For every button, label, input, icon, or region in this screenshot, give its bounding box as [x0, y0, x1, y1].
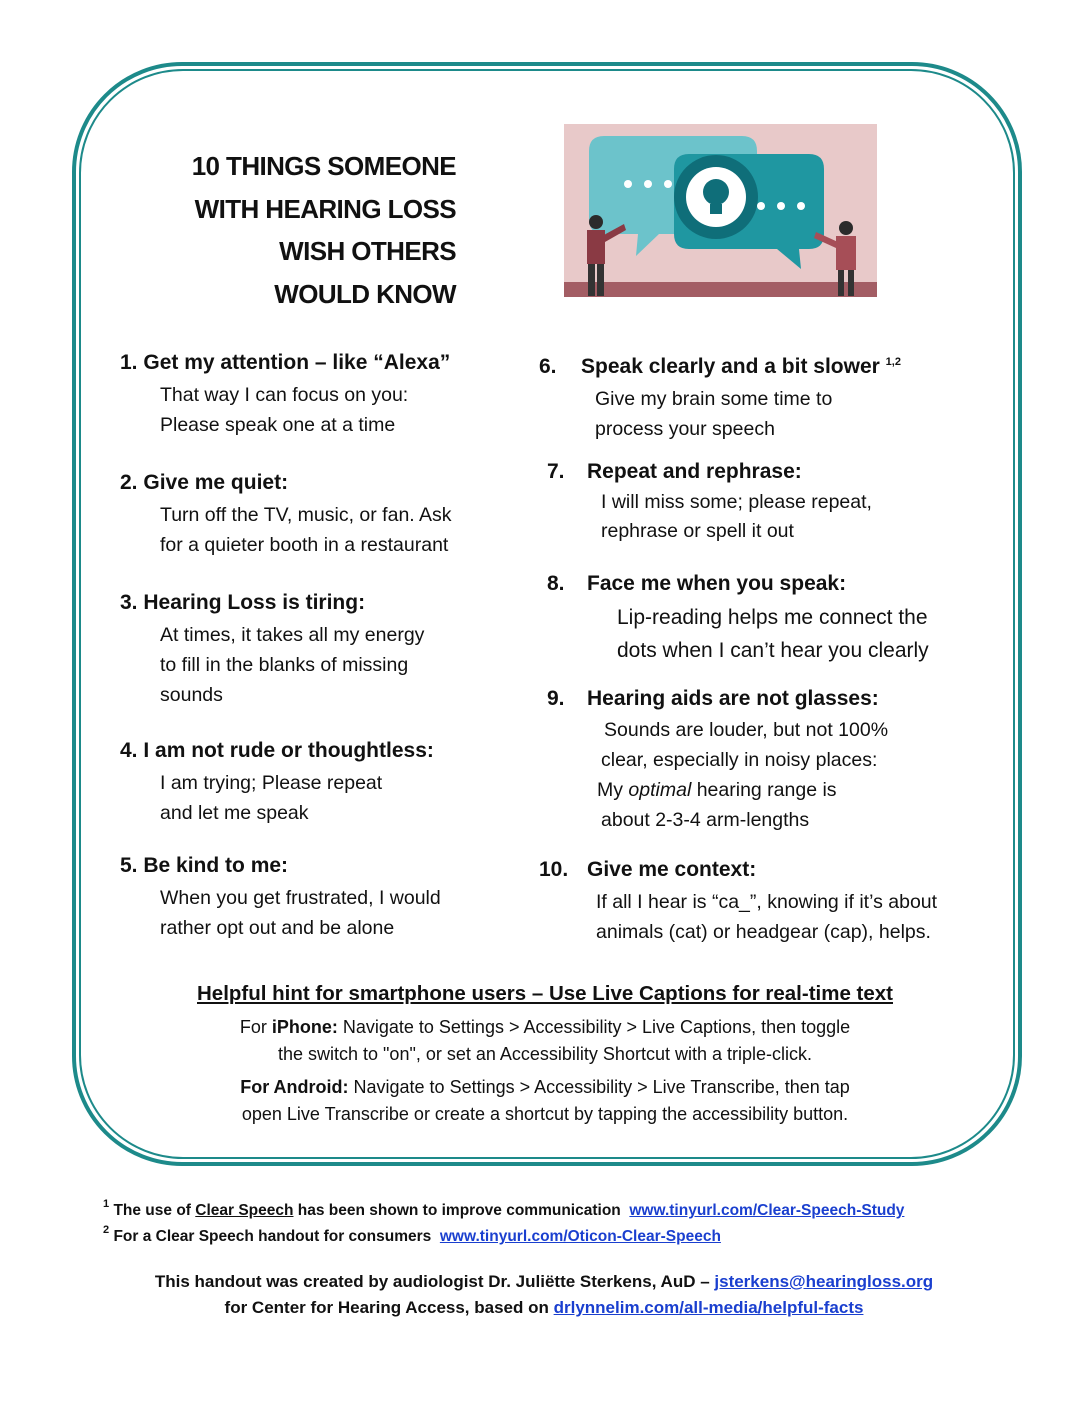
item-number: 1. [120, 351, 138, 374]
hint-line: the switch to "on", or set an Accessibility Shortcut with a triple-click. [278, 1044, 812, 1064]
item-text: animals (cat) or headgear (cap), helps. [596, 921, 931, 943]
item-text: process your speech [595, 418, 775, 440]
item-text: Please speak one at a time [160, 414, 396, 436]
item-number: 5. [120, 854, 138, 877]
oticon-clear-speech-link[interactable]: www.tinyurl.com/Oticon-Clear-Speech [439, 1228, 721, 1245]
item-heading: Face me when you speak: [587, 572, 847, 595]
text-fragment: Navigate to Settings > Accessibility > Live Transcribe, then tap [348, 1077, 850, 1097]
list-item [547, 458, 872, 546]
list-item [120, 852, 441, 943]
text-fragment: My [597, 779, 629, 801]
title-line-4: WOULD KNOW [274, 278, 456, 309]
item-text: for a quieter booth in a restaurant [160, 534, 449, 556]
item-text: I will miss some; please repeat, [601, 491, 872, 513]
text-fragment: For [239, 1017, 272, 1037]
item-text: Give my brain some time to [595, 388, 833, 410]
list-item [547, 685, 888, 835]
emphasis-text: optimal [628, 779, 692, 801]
list-item [120, 589, 424, 710]
item-text: At times, it takes all my energy [160, 624, 425, 646]
list-item [120, 349, 450, 440]
iphone-label: iPhone: [271, 1017, 338, 1037]
item-heading: I am not rude or thoughtless: [143, 739, 434, 762]
item-text: Sounds are louder, but not 100% [604, 719, 889, 741]
smartphone-hint [100, 980, 990, 1128]
footnote-1 [103, 1198, 904, 1220]
android-hint [100, 1074, 990, 1128]
item-text [597, 775, 888, 805]
iphone-hint [100, 1014, 990, 1068]
underlined-term: Clear Speech [195, 1202, 294, 1219]
item-text: Turn off the TV, music, or fan. Ask [160, 504, 452, 526]
hint-line [100, 1074, 990, 1101]
item-text: and let me speak [160, 802, 309, 824]
item-text: rather opt out and be alone [160, 917, 395, 939]
item-text: That way I can focus on you: [160, 384, 409, 406]
text-fragment: hearing range is [691, 779, 837, 801]
item-text: sounds [160, 684, 223, 706]
hint-title: Helpful hint for smartphone users – Use Live Captions for real-time text [197, 982, 893, 1005]
item-text: about 2-3-4 arm-lengths [601, 809, 810, 831]
android-label: For Android: [240, 1077, 349, 1097]
item-heading: Get my attention – like “Alexa” [143, 351, 451, 374]
item-text: I am trying; Please repeat [160, 772, 383, 794]
item-number: 6. [539, 355, 557, 378]
credit [60, 1269, 1028, 1321]
text-fragment: For a Clear Speech handout for consumers [113, 1228, 440, 1245]
title-line-3: WISH OTHERS [279, 236, 456, 266]
item-number: 9. [547, 687, 565, 710]
list-item [539, 856, 937, 947]
list-item [547, 570, 929, 667]
item-number: 7. [547, 460, 565, 483]
text-fragment: for Center for Hearing Access, based on [224, 1298, 554, 1317]
item-number: 3. [120, 591, 138, 614]
item-text: When you get frustrated, I would [160, 887, 441, 909]
footnote-ref: 1,2 [885, 356, 901, 368]
item-number: 10. [539, 858, 569, 881]
footnote-number: 2 [103, 1224, 110, 1236]
text-fragment: has been shown to improve communication [293, 1202, 630, 1219]
credit-line [60, 1269, 1028, 1295]
list-item [120, 469, 452, 560]
item-text: Lip-reading helps me connect the [617, 606, 928, 629]
email-link[interactable]: jsterkens@hearingloss.org [714, 1272, 934, 1291]
footnote-2 [103, 1224, 721, 1246]
item-heading: Repeat and rephrase: [587, 460, 802, 483]
item-heading: Hearing aids are not glasses: [587, 687, 879, 710]
item-number: 8. [547, 572, 565, 595]
item-text: to fill in the blanks of missing [160, 654, 409, 676]
item-heading: Give me context: [587, 858, 757, 881]
footnote-number: 1 [103, 1198, 110, 1210]
text-fragment: Navigate to Settings > Accessibility > Live Captions, then toggle [337, 1017, 851, 1037]
text-fragment: This handout was created by audiologist Dr. Juliëtte Sterkens, AuD – [154, 1272, 715, 1291]
title-line-1: 10 THINGS SOMEONE [191, 151, 456, 181]
item-heading: Hearing Loss is tiring: [143, 591, 366, 614]
credit-line [60, 1295, 1028, 1321]
hint-line [100, 1014, 990, 1041]
item-heading: Give me quiet: [143, 471, 289, 494]
list-item [539, 348, 901, 444]
item-text: dots when I can’t hear you clearly [617, 639, 929, 662]
hint-line: open Live Transcribe or create a shortcut by tapping the accessibility button. [241, 1104, 849, 1124]
conversation-illustration [564, 124, 877, 297]
item-number: 4. [120, 739, 138, 762]
clear-speech-study-link[interactable]: www.tinyurl.com/Clear-Speech-Study [629, 1202, 905, 1219]
list-item [120, 737, 434, 828]
item-text: clear, especially in noisy places: [601, 749, 878, 771]
item-text: rephrase or spell it out [601, 520, 794, 542]
item-number: 2. [120, 471, 138, 494]
title-line-2: WITH HEARING LOSS [194, 193, 456, 224]
item-text: If all I hear is “ca_”, knowing if it’s about [596, 891, 938, 913]
text-fragment: The use of [113, 1202, 196, 1219]
item-heading: Be kind to me: [143, 854, 289, 877]
page-title [150, 145, 456, 315]
item-heading: Speak clearly and a bit slower [581, 355, 880, 378]
helpful-facts-link[interactable]: drlynnelim.com/all-media/helpful-facts [553, 1298, 864, 1317]
